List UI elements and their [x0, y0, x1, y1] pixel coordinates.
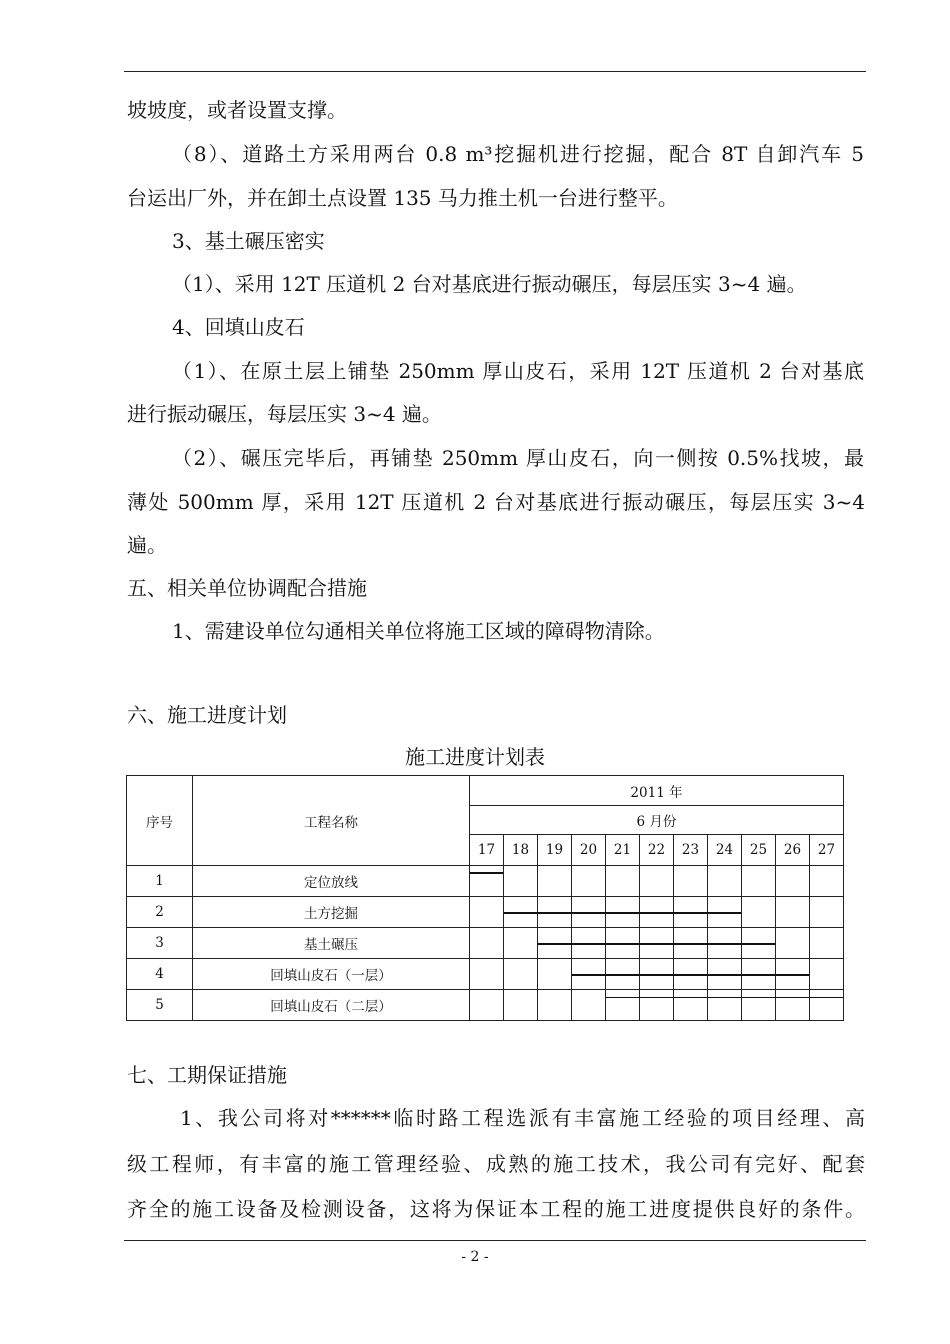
- day-cell: [674, 897, 708, 928]
- day-cell: [606, 897, 640, 928]
- day-cell: [606, 928, 640, 959]
- gantt-bar: [538, 943, 572, 945]
- day-header: 17: [470, 835, 504, 866]
- gantt-bar: [605, 943, 640, 945]
- gantt-bar: [707, 943, 742, 945]
- day-cell: [708, 959, 742, 990]
- day-cell: [504, 959, 538, 990]
- body-line: 齐全的施工设备及检测设备，这将为保证本工程的施工进度提供良好的条件。: [127, 1197, 865, 1221]
- day-cell: [538, 866, 572, 897]
- day-cell: [572, 928, 606, 959]
- body-line: 薄处 500mm 厚，采用 12T 压道机 2 台对基底进行振动碾压，每层压实 3~4: [127, 490, 865, 514]
- day-cell: [708, 990, 742, 1021]
- gantt-bar: [605, 912, 640, 914]
- day-cell: [640, 897, 674, 928]
- gantt-bar: [470, 872, 503, 874]
- gantt-bar: [673, 943, 708, 945]
- day-cell: [674, 866, 708, 897]
- schedule-table: [126, 775, 844, 1021]
- day-cell: [538, 990, 572, 1021]
- body-line: （1）、采用 12T 压道机 2 台对基底进行振动碾压，每层压实 3~4 遍。: [172, 272, 807, 296]
- day-cell: [640, 990, 674, 1021]
- header-name: 工程名称: [193, 776, 470, 866]
- header-no: 序号: [127, 776, 193, 866]
- day-header: 22: [640, 835, 674, 866]
- gantt-bar: [673, 997, 708, 998]
- gantt-bar: [572, 974, 606, 976]
- day-header: 18: [504, 835, 538, 866]
- body-line: （1）、在原土层上铺垫 250mm 厚山皮石，采用 12T 压道机 2 台对基底: [172, 359, 864, 383]
- section-heading: 4、回填山皮石: [172, 315, 305, 339]
- day-header: 24: [708, 835, 742, 866]
- day-cell: [674, 928, 708, 959]
- body-line: 1、我公司将对******临时路工程选派有丰富施工经验的项目经理、高: [180, 1106, 865, 1130]
- day-cell: [470, 959, 504, 990]
- day-cell: [742, 990, 776, 1021]
- table-row: [127, 959, 844, 990]
- day-cell: [640, 866, 674, 897]
- day-cell: [470, 990, 504, 1021]
- body-line: 1、需建设单位勾通相关单位将施工区域的障碍物清除。: [172, 619, 665, 643]
- day-cell: [572, 959, 606, 990]
- day-header: 23: [674, 835, 708, 866]
- day-cell: [742, 959, 776, 990]
- body-line: （2）、碾压完毕后，再铺垫 250mm 厚山皮石，向一侧按 0.5%找坡，最: [172, 446, 864, 470]
- day-header: 26: [776, 835, 810, 866]
- gantt-bar: [673, 912, 708, 914]
- day-cell: [776, 866, 810, 897]
- gantt-bar: [741, 943, 775, 945]
- day-header: 20: [572, 835, 606, 866]
- row-name: 土方挖掘: [193, 897, 470, 928]
- day-header: 21: [606, 835, 640, 866]
- day-cell: [810, 897, 844, 928]
- day-cell: [776, 959, 810, 990]
- body-line: （8）、道路土方采用两台 0.8 m³挖掘机进行挖掘，配合 8T 自卸汽车 5: [172, 142, 864, 166]
- day-cell: [606, 866, 640, 897]
- day-cell: [640, 928, 674, 959]
- row-name: 基土碾压: [193, 928, 470, 959]
- day-cell: [708, 897, 742, 928]
- gantt-bar: [741, 974, 776, 976]
- gantt-bar: [775, 997, 810, 998]
- day-cell: [572, 990, 606, 1021]
- day-cell: [538, 897, 572, 928]
- day-cell: [538, 928, 572, 959]
- header-rule: [124, 71, 866, 72]
- gantt-bar: [605, 974, 640, 976]
- body-line: 遍。: [127, 533, 167, 557]
- day-cell: [470, 897, 504, 928]
- section-heading: 五、相关单位协调配合措施: [127, 576, 367, 600]
- day-header: 19: [538, 835, 572, 866]
- day-cell: [708, 928, 742, 959]
- gantt-bar: [707, 997, 742, 998]
- body-line: 台运出厂外，并在卸土点设置 135 马力推土机一台进行整平。: [127, 186, 678, 210]
- row-name: 回填山皮石（一层）: [193, 959, 470, 990]
- day-cell: [538, 959, 572, 990]
- gantt-bar: [639, 912, 674, 914]
- row-no: 4: [127, 959, 193, 990]
- section-heading: 六、施工进度计划: [127, 703, 287, 727]
- table-caption: 施工进度计划表: [405, 745, 545, 769]
- section-heading: 3、基土碾压密实: [172, 229, 325, 253]
- row-no: 3: [127, 928, 193, 959]
- day-cell: [708, 866, 742, 897]
- row-no: 5: [127, 990, 193, 1021]
- gantt-bar: [639, 974, 674, 976]
- row-no: 1: [127, 866, 193, 897]
- gantt-bar: [606, 997, 640, 998]
- gantt-bar: [639, 943, 674, 945]
- gantt-bar: [673, 974, 708, 976]
- table-row: [127, 928, 844, 959]
- gantt-bar: [707, 974, 742, 976]
- footer-rule: [124, 1240, 866, 1241]
- row-name: 回填山皮石（二层）: [193, 990, 470, 1021]
- day-cell: [640, 959, 674, 990]
- day-cell: [810, 928, 844, 959]
- day-cell: [504, 990, 538, 1021]
- day-cell: [776, 928, 810, 959]
- day-cell: [776, 897, 810, 928]
- row-no: 2: [127, 897, 193, 928]
- day-cell: [674, 990, 708, 1021]
- row-name: 定位放线: [193, 866, 470, 897]
- gantt-bar: [504, 912, 538, 914]
- gantt-bar: [707, 912, 741, 914]
- section-heading: 七、工期保证措施: [127, 1063, 287, 1087]
- day-cell: [810, 959, 844, 990]
- day-cell: [742, 897, 776, 928]
- day-cell: [504, 866, 538, 897]
- body-line: 坡坡度，或者设置支撑。: [127, 98, 347, 122]
- gantt-bar: [775, 974, 809, 976]
- day-cell: [674, 959, 708, 990]
- body-line: 级工程师，有丰富的施工管理经验、成熟的施工技术，我公司有完好、配套: [127, 1152, 865, 1176]
- day-cell: [742, 866, 776, 897]
- gantt-bar: [809, 997, 843, 998]
- day-header: 27: [810, 835, 844, 866]
- day-cell: [504, 928, 538, 959]
- table-row: [127, 990, 844, 1021]
- day-cell: [470, 866, 504, 897]
- day-cell: [572, 866, 606, 897]
- day-cell: [810, 990, 844, 1021]
- day-cell: [606, 959, 640, 990]
- gantt-bar: [639, 997, 674, 998]
- day-cell: [606, 990, 640, 1021]
- body-line: 进行振动碾压，每层压实 3~4 遍。: [127, 402, 442, 426]
- day-header: 25: [742, 835, 776, 866]
- table-row: [127, 897, 844, 928]
- day-cell: [504, 897, 538, 928]
- gantt-bar: [571, 943, 606, 945]
- header-year: 2011 年: [470, 776, 844, 806]
- gantt-bar: [571, 912, 606, 914]
- day-cell: [742, 928, 776, 959]
- day-cell: [470, 928, 504, 959]
- day-cell: [572, 897, 606, 928]
- header-month: 6 月份: [470, 806, 844, 835]
- table-row: [127, 866, 844, 897]
- day-cell: [810, 866, 844, 897]
- gantt-bar: [741, 997, 776, 998]
- day-cell: [776, 990, 810, 1021]
- gantt-bar: [537, 912, 572, 914]
- page-number: - 2 -: [461, 1249, 489, 1265]
